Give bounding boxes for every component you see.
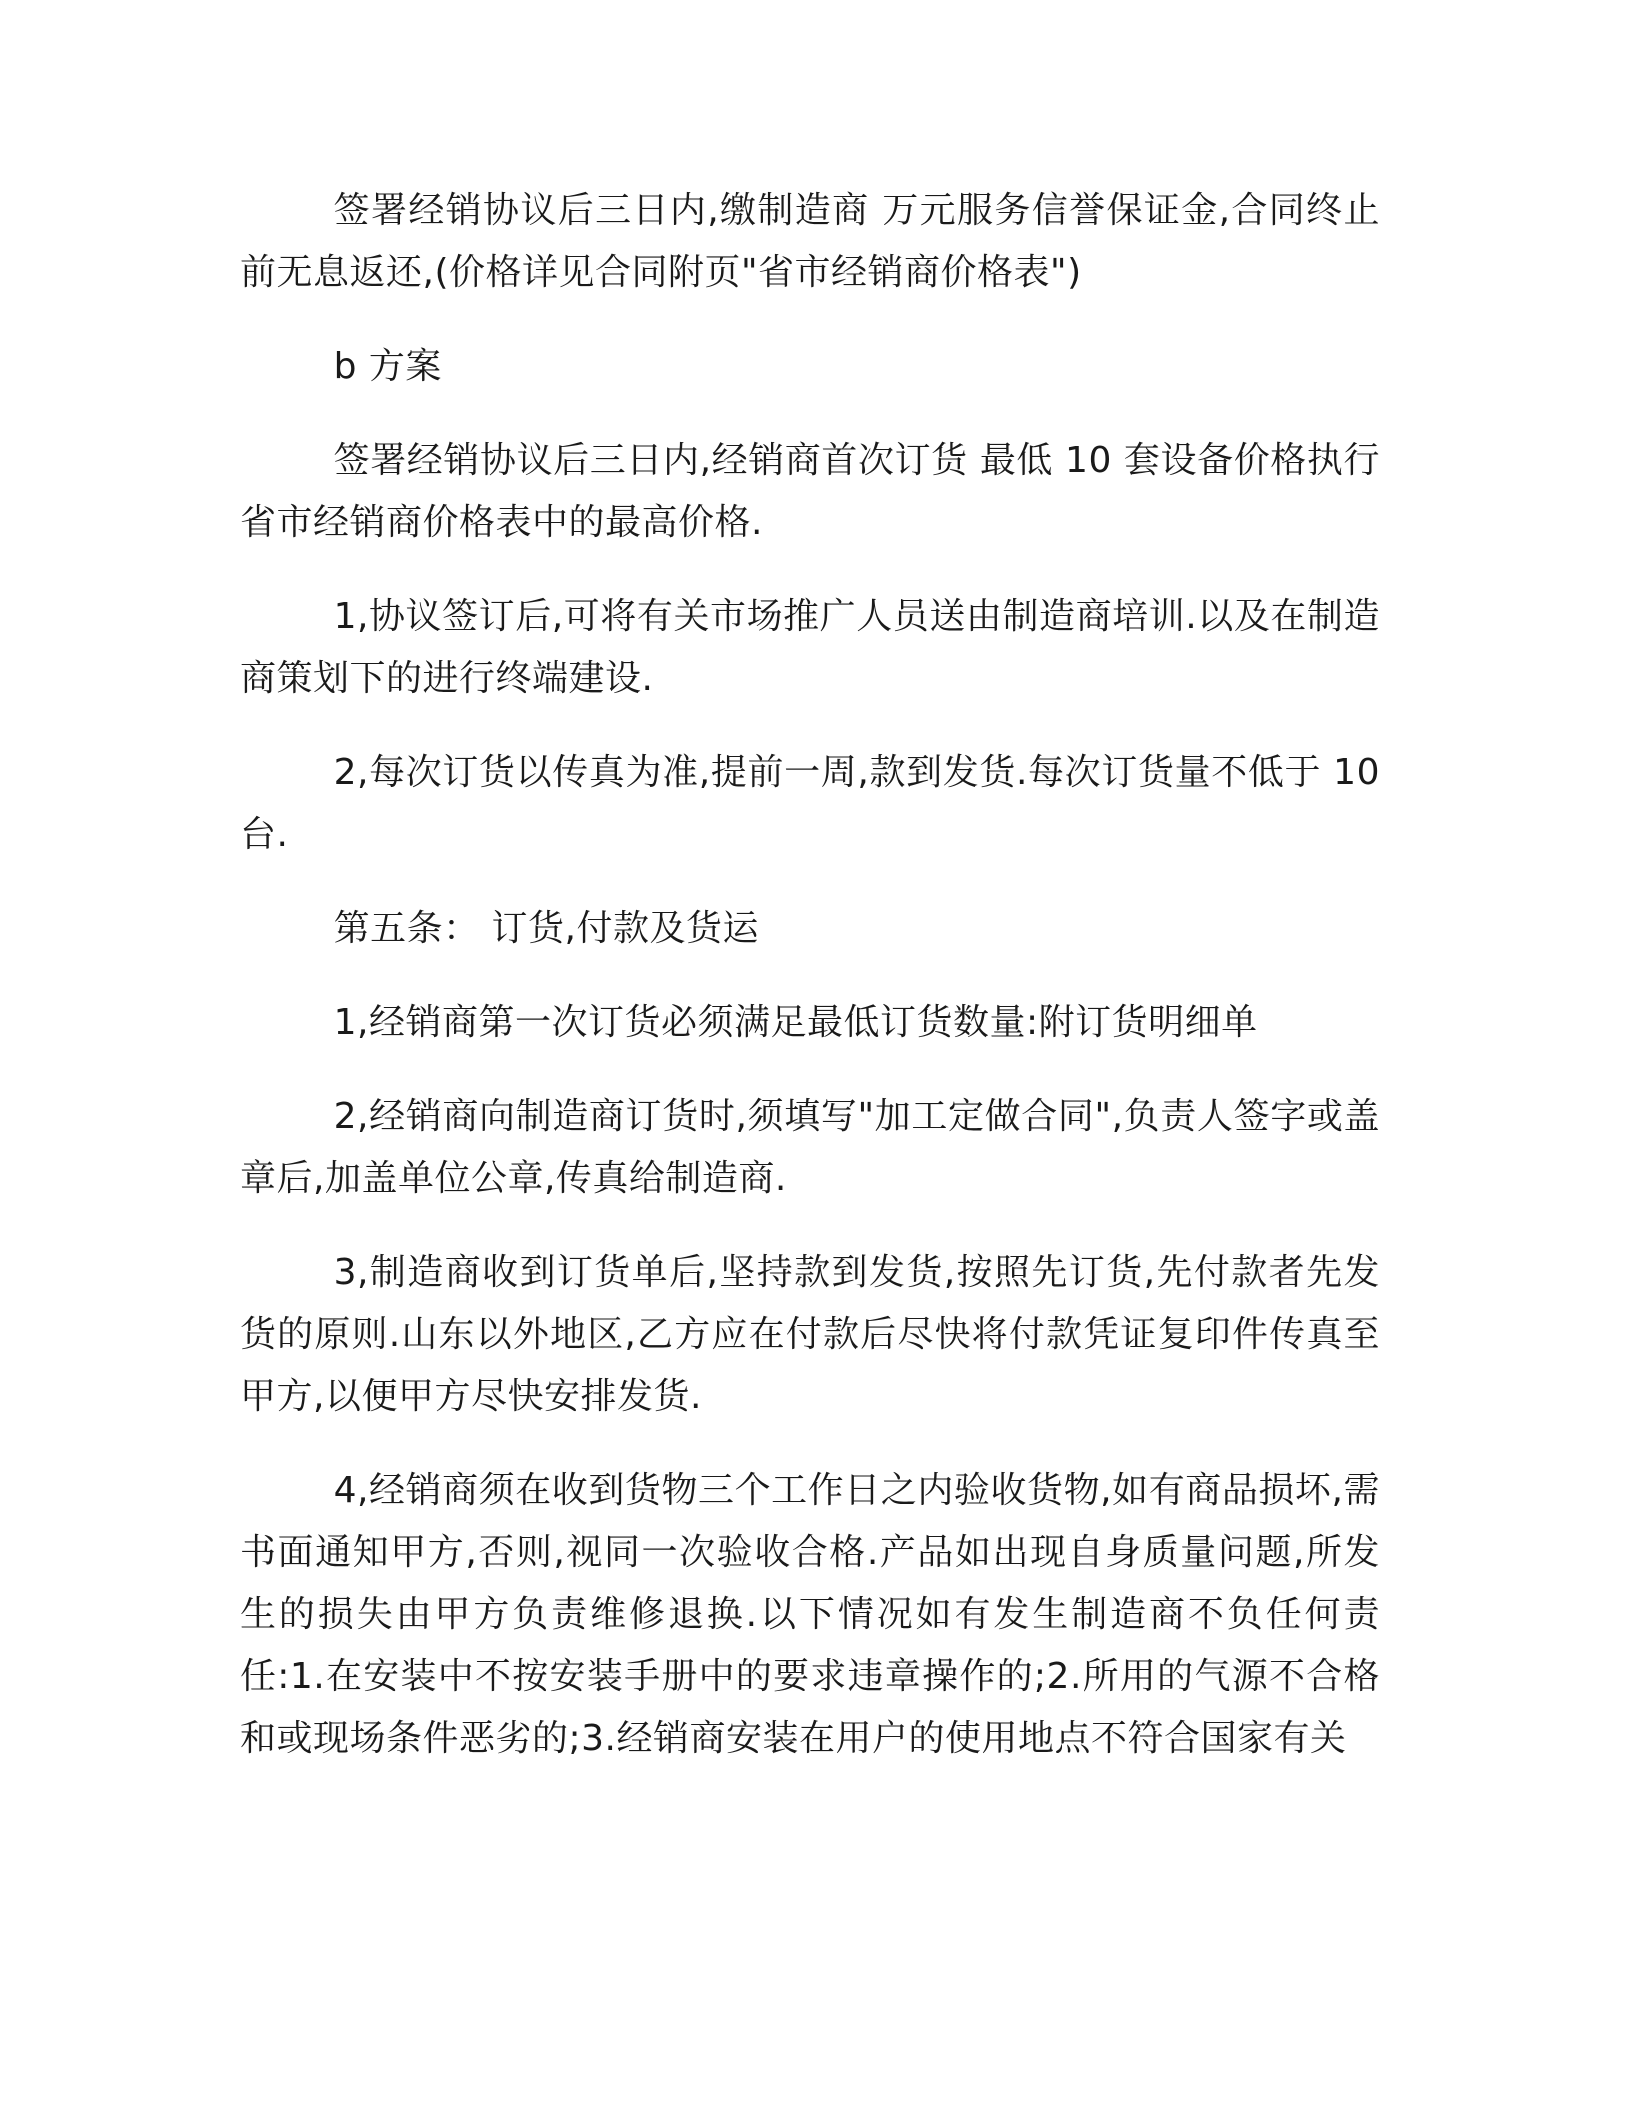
paragraph-clause-2-ordering: 2,每次订货以传真为准,提前一周,款到发货.每次订货量不低于 10 台.: [240, 752, 1380, 855]
paragraph-first-order-terms: 签署经销协议后三日内,经销商首次订货 最低 10 套设备价格执行省市经销商价格表中的最高价格.: [240, 440, 1380, 543]
paragraph-clause-1-training: 1,协议签订后,可将有关市场推广人员送由制造商培训.以及在制造商策划下的进行终端建设.: [240, 596, 1380, 699]
document-page: [240, 180, 1380, 1802]
paragraph-article-5-item-1: 1,经销商第一次订货必须满足最低订货数量:附订货明细单: [333, 1002, 1258, 1043]
paragraph-article-5-item-3: 3,制造商收到订货单后,坚持款到发货,按照先订货,先付款者先发货的原则.山东以外地区,乙方应在付款后尽快将付款凭证复印件传真至甲方,以便甲方尽快安排发货.: [240, 1252, 1380, 1417]
paragraph-article-5-item-4: 4,经销商须在收到货物三个工作日之内验收货物,如有商品损坏,需书面通知甲方,否则,视同一次验收合格.产品如出现自身质量问题,所发生的损失由甲方负责维修退换.以下情况如有发生制造商不负任何责任:1.在安装中不按安装手册中的要求违章操作的;2.所用的气源不合格和或现场条件恶劣的;3.经销商安装在用户的使用地点不符合国家有关: [240, 1470, 1380, 1759]
paragraph-article-5-heading: 第五条： 订货,付款及货运: [333, 908, 759, 949]
paragraph-deposit-terms: 签署经销协议后三日内,缴制造商 万元服务信誉保证金,合同终止前无息返还,(价格详见合同附页"省市经销商价格表"): [240, 190, 1380, 293]
paragraph-plan-b-heading: b 方案: [333, 346, 442, 387]
paragraph-article-5-item-2: 2,经销商向制造商订货时,须填写"加工定做合同",负责人签字或盖章后,加盖单位公章,传真给制造商.: [240, 1096, 1380, 1199]
